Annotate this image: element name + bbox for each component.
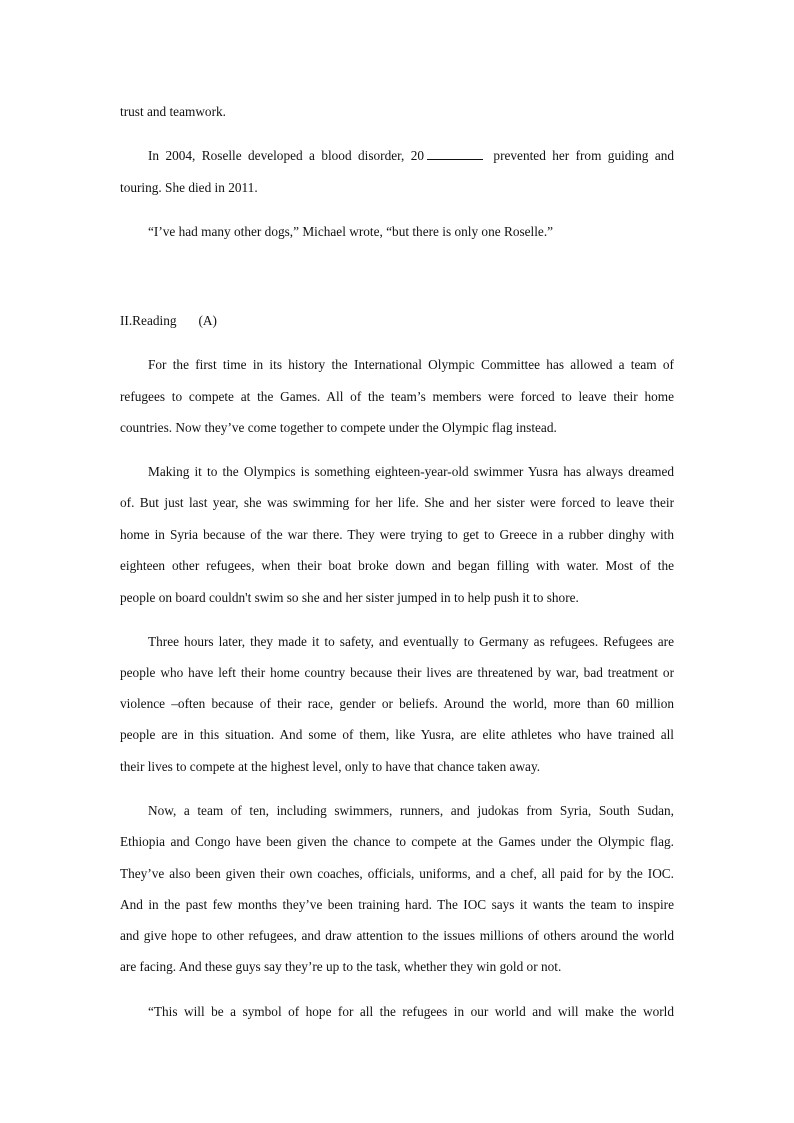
fill-in-blank[interactable] [427,148,483,160]
paragraph-line: refugees to compete at the Games. All of the team’s members were forced to leave their home [120,389,674,404]
paragraph-line-with-blank [148,148,674,164]
paragraph-line: Making it to the Olympics is something eighteen-year-old swimmer Yusra has always dreamed [148,464,674,479]
paragraph-line: violence –often because of their race, gender or beliefs. Around the world, more than 60 million [120,696,674,711]
paragraph-line: Three hours later, they made it to safety, and eventually to Germany as refugees. Refugees are [148,634,674,649]
paragraph-line: people on board couldn't swim so she and her sister jumped in to help push it to shore. [120,590,579,605]
paragraph-line: touring. She died in 2011. [120,180,258,195]
paragraph-line: Now, a team of ten, including swimmers, runners, and judokas from Syria, South Sudan, [148,803,674,818]
paragraph-line: people are in this situation. And some of them, like Yusra, are elite athletes who have trained all [120,727,674,742]
paragraph-line: “This will be a symbol of hope for all the refugees in our world and will make the world [148,1004,674,1019]
paragraph-line: their lives to compete at the highest level, only to have that chance taken away. [120,759,541,774]
paragraph-line: trust and teamwork. [120,104,226,119]
paragraph-line: home in Syria because of the war there. They were trying to get to Greece in a rubber dinghy with [120,527,674,542]
paragraph-line: people who have left their home country because their lives are threatened by war, bad treatment or [120,665,674,680]
paragraph-line: countries. Now they’ve come together to compete under the Olympic flag instead. [120,420,557,435]
paragraph-line: And in the past few months they’ve been training hard. The IOC says it wants the team to inspire [120,897,674,912]
section-title: II.Reading [120,313,177,328]
section-part: (A) [198,313,217,328]
paragraph-line: of. But just last year, she was swimming for her life. She and her sister were forced to leave their [120,495,674,510]
paragraph-line: and give hope to other refugees, and draw attention to the issues millions of others around the world [120,928,674,943]
sentence-fragment: prevented her from guiding and [493,148,675,163]
paragraph-line: eighteen other refugees, when their boat broke down and began filling with water. Most of the [120,558,674,573]
paragraph-line: They’ve also been given their own coaches, officials, uniforms, and a chef, all paid for by the IOC. [120,866,674,881]
paragraph-line: Ethiopia and Congo have been given the chance to compete at the Games under the Olympic flag. [120,834,674,849]
paragraph-line: For the first time in its history the International Olympic Committee has allowed a team of [148,357,674,372]
paragraph-line: are facing. And these guys say they’re up to the task, whether they win gold or not. [120,959,562,974]
section-heading [120,313,674,329]
sentence-fragment: In 2004, Roselle developed a blood disorder, 20 [148,148,425,163]
paragraph-line: “I’ve had many other dogs,” Michael wrote, “but there is only one Roselle.” [148,224,554,239]
